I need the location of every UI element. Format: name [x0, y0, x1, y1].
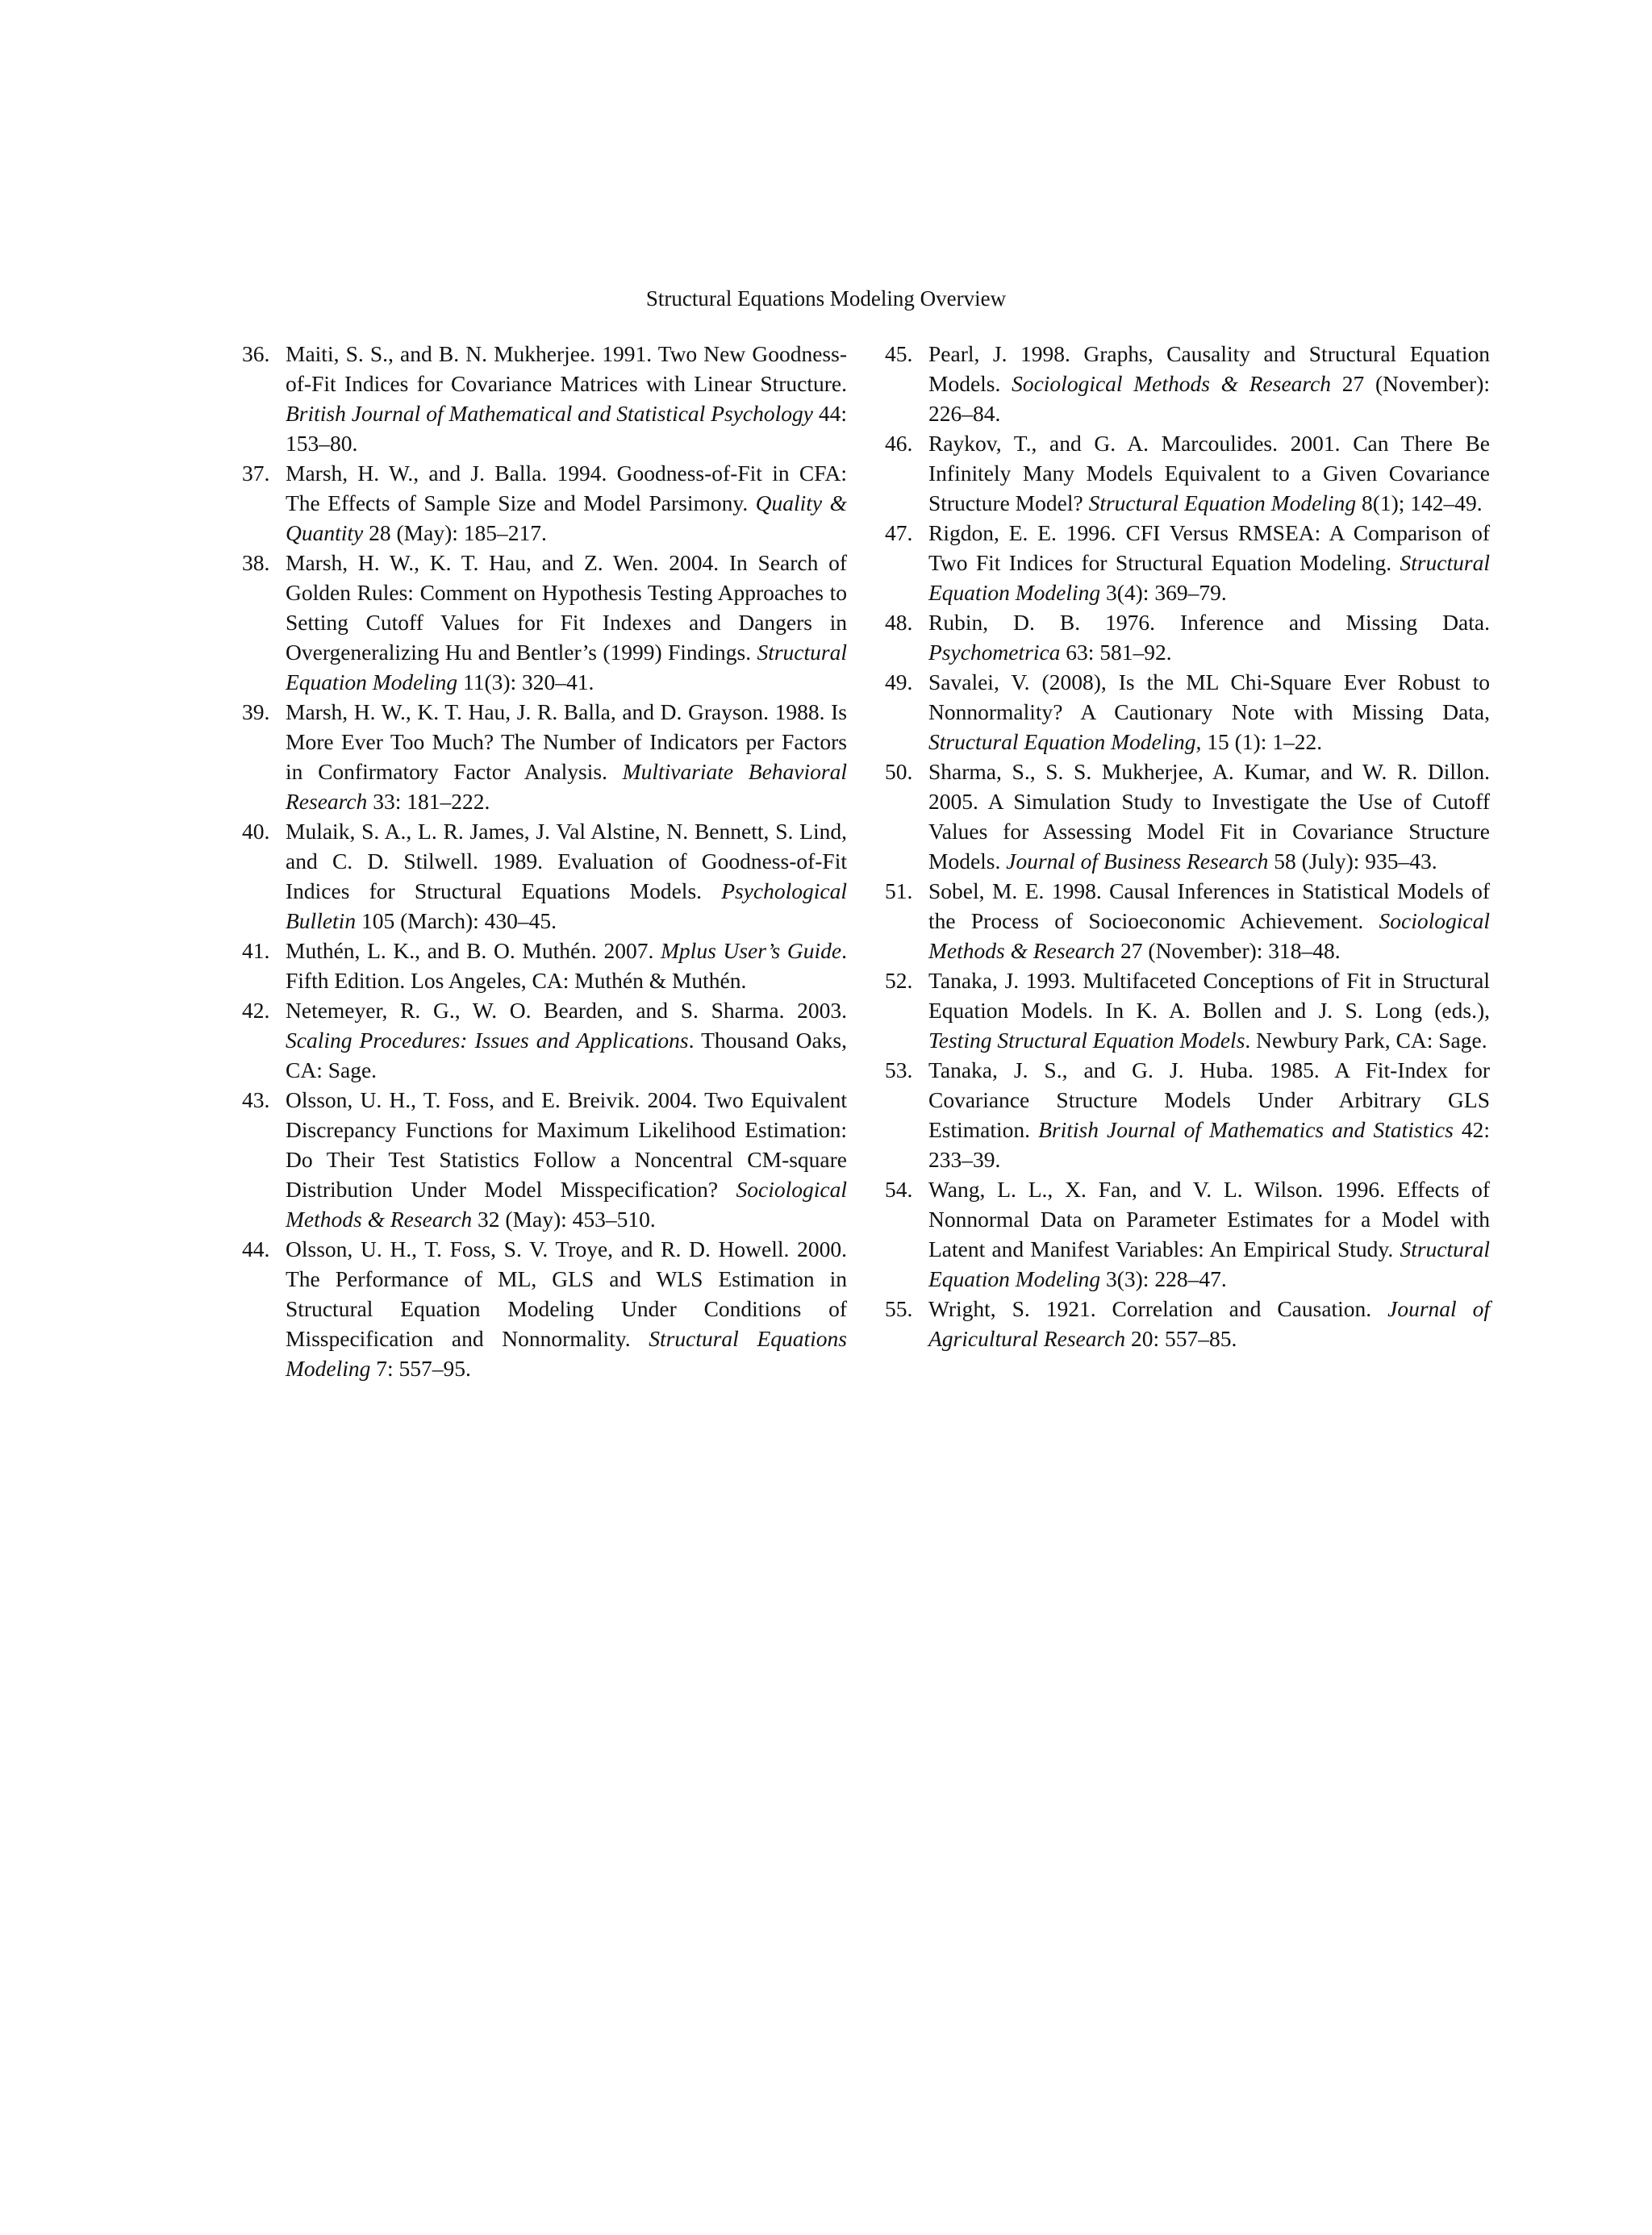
reference-body: Marsh, H. W., K. T. Hau, J. R. Balla, and D. Grayson. 1988. Is More Ever Too Much? The Number of Indicators per Factors in Confirmatory Factor Analysis.	[286, 699, 847, 784]
reference-37	[242, 458, 847, 548]
reference-number: 36.	[242, 341, 270, 366]
reference-number: 38.	[242, 550, 270, 575]
reference-41	[242, 936, 847, 995]
reference-number: 50.	[885, 759, 913, 784]
reference-source: Mplus User’s Guide	[661, 938, 842, 963]
reference-body: Sharma, S., S. S. Mukherjee, A. Kumar, and W. R. Dillon. 2005. A Simulation Study to Investigate the Use of Cutoff Values for Assessing Model Fit in Covariance Structure Models.	[928, 759, 1490, 874]
reference-body: Muthén, L. K., and B. O. Muthén. 2007.	[286, 938, 661, 963]
reference-details: 33: 181–222.	[367, 789, 490, 814]
reference-source: Journal of Agricultural Research	[928, 1296, 1490, 1351]
reference-details: 105 (March): 430–45.	[356, 908, 557, 933]
reference-source: Structural Equation Modeling	[928, 1236, 1490, 1291]
reference-54	[885, 1174, 1490, 1294]
reference-51	[885, 876, 1490, 965]
reference-53	[885, 1055, 1490, 1174]
reference-details: 32 (May): 453–510.	[472, 1207, 656, 1232]
reference-47	[885, 518, 1490, 607]
reference-details: 58 (July): 935–43.	[1268, 849, 1437, 874]
reference-43	[242, 1085, 847, 1234]
reference-body: Maiti, S. S., and B. N. Mukherjee. 1991. Two New Goodness-of-Fit Indices for Covariance Matrices with Linear Structure.	[286, 341, 847, 396]
reference-details: 42: 233–39.	[928, 1117, 1490, 1172]
reference-number: 39.	[242, 699, 270, 724]
reference-body: Marsh, H. W., K. T. Hau, and Z. Wen. 2004. In Search of Golden Rules: Comment on Hypothesis Testing Approaches to Setting Cutoff Values for Fit Indexes and Dangers in Overgeneralizing Hu and Bentler’s (1999) Findings.	[286, 550, 847, 665]
reference-number: 51.	[885, 878, 913, 903]
reference-details: 44: 153–80.	[286, 401, 848, 456]
reference-details: 27 (November): 226–84.	[928, 371, 1490, 426]
reference-details: 7: 557–95.	[370, 1356, 471, 1381]
reference-44	[242, 1234, 847, 1383]
reference-source: Journal of Business Research	[1006, 849, 1269, 874]
reference-number: 53.	[885, 1057, 913, 1082]
reference-body: Sobel, M. E. 1998. Causal Inferences in Statistical Models of the Process of Socioeconomic Achievement.	[928, 878, 1490, 933]
reference-number: 48.	[885, 610, 913, 635]
reference-number: 43.	[242, 1087, 270, 1112]
reference-body: Raykov, T., and G. A. Marcoulides. 2001. Can There Be Infinitely Many Models Equivalent to a Given Covariance Structure Model?	[928, 431, 1490, 515]
reference-source: Psychological Bulletin	[286, 878, 847, 933]
reference-body: Pearl, J. 1998. Graphs, Causality and Structural Equation Models.	[928, 341, 1490, 396]
reference-details: . Fifth Edition. Los Angeles, CA: Muthén & Muthén.	[286, 938, 847, 993]
reference-36	[242, 339, 847, 458]
reference-body: Wang, L. L., X. Fan, and V. L. Wilson. 1996. Effects of Nonnormal Data on Parameter Estimates for a Model with Latent and Manifest Variables: An Empirical Study.	[928, 1177, 1490, 1261]
reference-source: Quality & Quantity	[286, 490, 847, 545]
reference-48	[885, 607, 1490, 667]
reference-42	[242, 995, 847, 1085]
reference-details: 3(4): 369–79.	[1100, 580, 1227, 605]
reference-number: 37.	[242, 461, 270, 486]
reference-details: 28 (May): 185–217.	[363, 520, 547, 545]
reference-body: Savalei, V. (2008), Is the ML Chi-Square Ever Robust to Nonnormality? A Cautionary Note with Missing Data,	[928, 669, 1490, 724]
reference-body: Rubin, D. B. 1976. Inference and Missing Data.	[928, 610, 1490, 635]
reference-details: 11(3): 320–41.	[457, 669, 594, 694]
reference-details: 15 (1): 1–22.	[1201, 729, 1323, 754]
reference-source: British Journal of Mathematics and Statistics	[1038, 1117, 1454, 1142]
reference-50	[885, 757, 1490, 876]
reference-number: 40.	[242, 819, 270, 844]
reference-details: 63: 581–92.	[1060, 640, 1172, 665]
running-head: Structural Equations Modeling Overview	[645, 286, 1007, 311]
reference-source: Scaling Procedures: Issues and Applications	[286, 1028, 689, 1053]
reference-column-left	[242, 339, 847, 1383]
reference-number: 54.	[885, 1177, 913, 1202]
reference-number: 52.	[885, 968, 913, 993]
reference-number: 44.	[242, 1236, 270, 1261]
reference-details: 20: 557–85.	[1125, 1326, 1237, 1351]
reference-body: Wright, S. 1921. Correlation and Causation.	[928, 1296, 1388, 1321]
reference-45	[885, 339, 1490, 428]
reference-source: Testing Structural Equation Models	[928, 1028, 1245, 1053]
reference-number: 45.	[885, 341, 913, 366]
reference-source: Sociological Methods & Research	[1012, 371, 1332, 396]
reference-source: Structural Equation Modeling,	[928, 729, 1202, 754]
reference-39	[242, 697, 847, 816]
reference-source: Structural Equation Modeling	[928, 550, 1490, 605]
reference-source: Structural Equation Modeling	[286, 640, 847, 694]
reference-52	[885, 965, 1490, 1055]
reference-details: 27 (November): 318–48.	[1115, 938, 1341, 963]
reference-46	[885, 428, 1490, 518]
reference-source: Structural Equations Modeling	[286, 1326, 847, 1381]
reference-body: Rigdon, E. E. 1996. CFI Versus RMSEA: A Comparison of Two Fit Indices for Structural Equation Modeling.	[928, 520, 1490, 575]
reference-source: Multivariate Behavioral Research	[286, 759, 847, 814]
reference-details: 3(3): 228–47.	[1100, 1266, 1227, 1291]
reference-number: 49.	[885, 669, 913, 694]
reference-40	[242, 816, 847, 936]
reference-body: Olsson, U. H., T. Foss, and E. Breivik. 2004. Two Equivalent Discrepancy Functions for Maximum Likelihood Estimation: Do Their Test Statistics Follow a Noncentral CM-square Distribution Under Model Misspecification?	[286, 1087, 847, 1202]
reference-details: 8(1); 142–49.	[1356, 490, 1483, 515]
reference-55	[885, 1294, 1490, 1353]
reference-details: . Thousand Oaks, CA: Sage.	[286, 1028, 847, 1082]
reference-source: Psychometrica	[928, 640, 1061, 665]
reference-source: Structural Equation Modeling	[1088, 490, 1357, 515]
reference-49	[885, 667, 1490, 757]
reference-number: 46.	[885, 431, 913, 456]
reference-number: 41.	[242, 938, 270, 963]
reference-details: . Newbury Park, CA: Sage.	[1245, 1028, 1487, 1053]
reference-number: 55.	[885, 1296, 913, 1321]
reference-body: Olsson, U. H., T. Foss, S. V. Troye, and R. D. Howell. 2000. The Performance of ML, GLS and WLS Estimation in Structural Equation Modeling Under Conditions of Misspecification and Nonnormality.	[286, 1236, 847, 1351]
reference-source: British Journal of Mathematical and Statistical Psychology	[286, 401, 813, 426]
reference-38	[242, 548, 847, 697]
reference-column-right	[885, 339, 1490, 1353]
reference-number: 42.	[242, 998, 270, 1023]
reference-number: 47.	[885, 520, 913, 545]
reference-body: Tanaka, J. S., and G. J. Huba. 1985. A Fit-Index for Covariance Structure Models Under Arbitrary GLS Estimation.	[928, 1057, 1490, 1142]
reference-body: Mulaik, S. A., L. R. James, J. Val Alstine, N. Bennett, S. Lind, and C. D. Stilwell. 1989. Evaluation of Goodness-of-Fit Indices for Structural Equations Models.	[286, 819, 847, 903]
reference-source: Sociological Methods & Research	[286, 1177, 847, 1232]
reference-body: Marsh, H. W., and J. Balla. 1994. Goodness-of-Fit in CFA: The Effects of Sample Size and Model Parsimony.	[286, 461, 847, 515]
reference-source: Sociological Methods & Research	[928, 908, 1490, 963]
reference-body: Tanaka, J. 1993. Multifaceted Conceptions of Fit in Structural Equation Models. In K. A. Bollen and J. S. Long (eds.),	[928, 968, 1490, 1023]
reference-body: Netemeyer, R. G., W. O. Bearden, and S. Sharma. 2003.	[286, 998, 847, 1023]
